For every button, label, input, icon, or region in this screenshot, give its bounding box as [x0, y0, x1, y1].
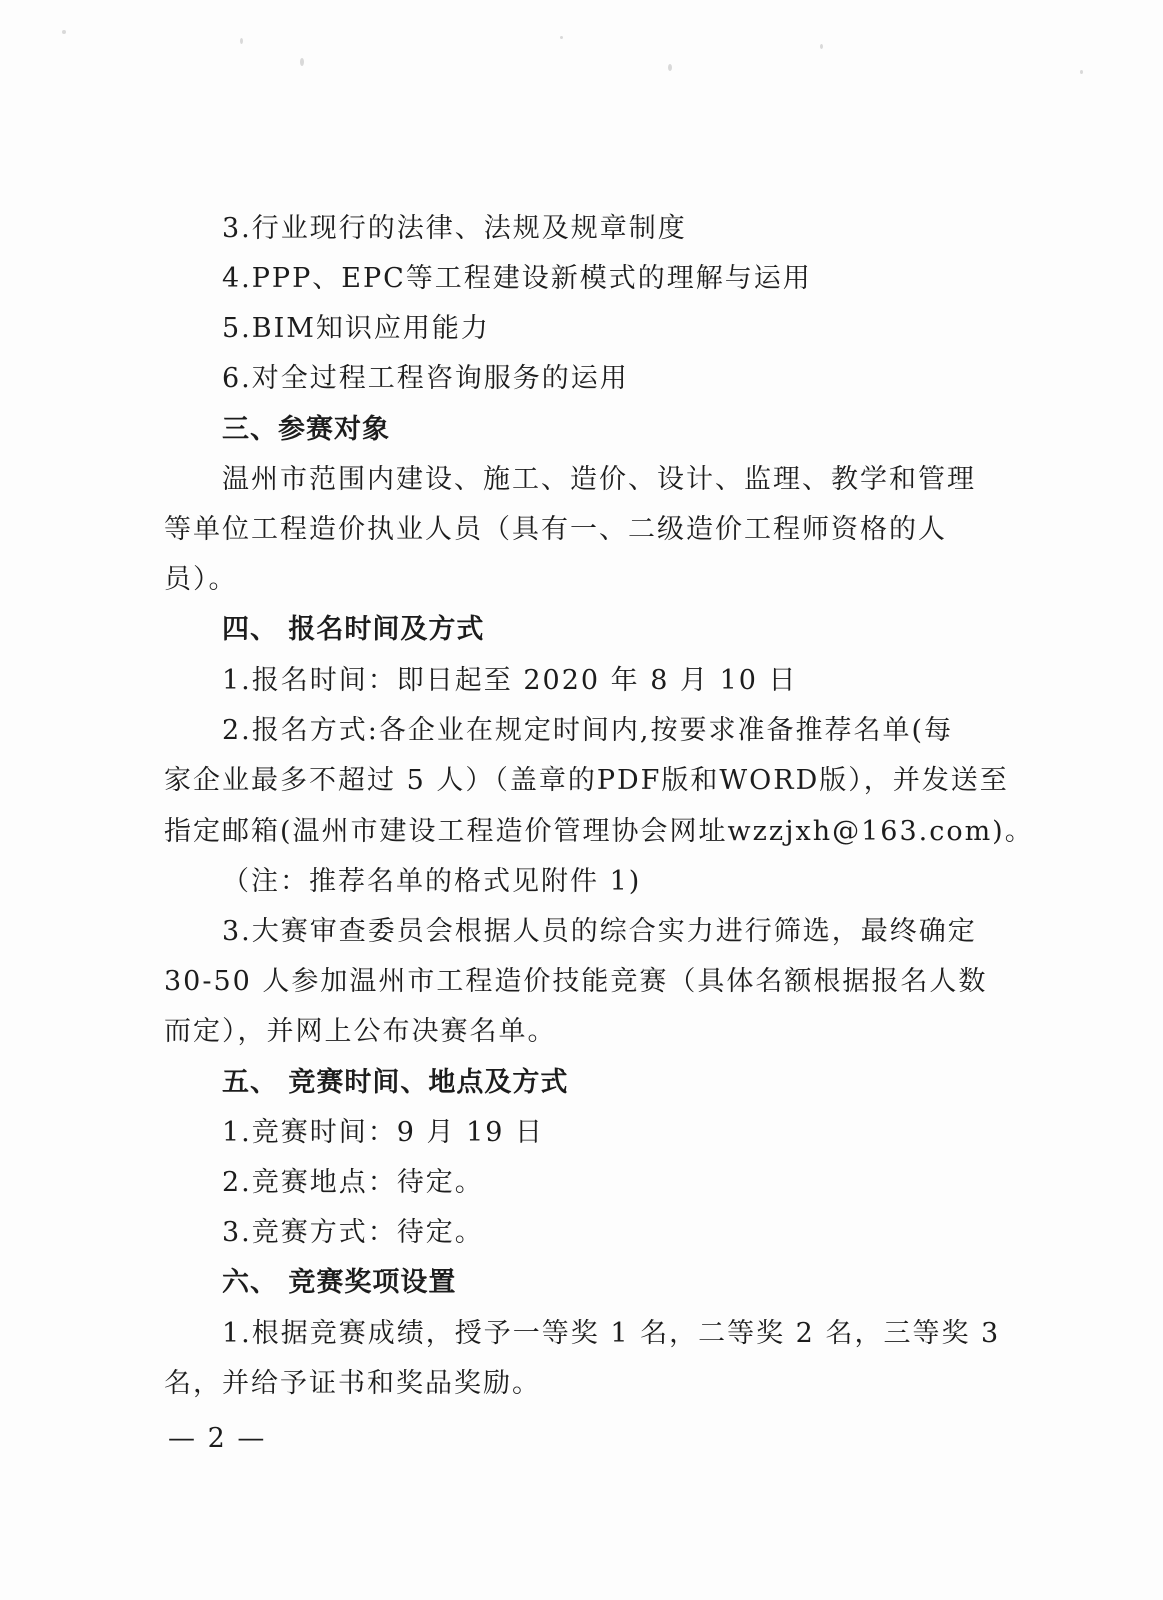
- competition-time: 1.竞赛时间：9 月 19 日: [222, 1117, 545, 1148]
- section-heading-registration: 四、 报名时间及方式: [222, 614, 485, 645]
- registration-note: （注：推荐名单的格式见附件 1): [222, 866, 642, 897]
- scan-speck: [62, 30, 66, 34]
- paragraph-line: 家企业最多不超过 5 人）（盖章的PDF版和WORD版），并发送至: [164, 765, 1009, 796]
- paragraph-line: 30-50 人参加温州市工程造价技能竞赛（具体名额根据报名人数: [164, 966, 988, 997]
- list-item-bim: 5.BIM知识应用能力: [222, 313, 490, 344]
- list-item-regulations: 3.行业现行的法律、法规及规章制度: [222, 213, 687, 244]
- registration-time: 1.报名时间：即日起至 2020 年 8 月 10 日: [222, 665, 798, 696]
- list-item-ppp-epc: 4.PPP、EPC等工程建设新模式的理解与运用: [222, 263, 812, 294]
- paragraph-line: 员）。: [164, 564, 238, 595]
- scan-speck: [820, 44, 823, 49]
- scan-speck: [1080, 70, 1083, 74]
- paragraph-line: 1.根据竞赛成绩，授予一等奖 1 名，二等奖 2 名，三等奖 3: [222, 1318, 1001, 1349]
- scan-speck: [560, 36, 563, 39]
- email-line: 指定邮箱(温州市建设工程造价管理协会网址wzzjxh@163.com)。: [164, 816, 1034, 847]
- scan-speck: [668, 64, 672, 71]
- competition-method: 3.竞赛方式：待定。: [222, 1217, 484, 1248]
- paragraph-line: 而定），并网上公布决赛名单。: [164, 1016, 557, 1047]
- section-heading-awards: 六、 竞赛奖项设置: [222, 1267, 457, 1298]
- paragraph-line: 2.报名方式:各企业在规定时间内,按要求准备推荐名单(每: [222, 715, 953, 746]
- scan-speck: [300, 58, 304, 66]
- list-item-consulting: 6.对全过程工程咨询服务的运用: [222, 363, 629, 394]
- paragraph-line: 温州市范围内建设、施工、造价、设计、监理、教学和管理: [222, 464, 976, 495]
- section-heading-competition: 五、 竞赛时间、地点及方式: [222, 1067, 569, 1098]
- paragraph-line: 3.大赛审查委员会根据人员的综合实力进行筛选，最终确定: [222, 916, 977, 947]
- section-heading-participants: 三、参赛对象: [222, 414, 390, 445]
- paragraph-line: 名，并给予证书和奖品奖励。: [164, 1368, 541, 1399]
- competition-venue: 2.竞赛地点：待定。: [222, 1167, 484, 1198]
- scan-speck: [240, 38, 243, 44]
- page-number: — 2 —: [168, 1423, 267, 1454]
- paragraph-line: 等单位工程造价执业人员（具有一、二级造价工程师资格的人: [164, 514, 947, 545]
